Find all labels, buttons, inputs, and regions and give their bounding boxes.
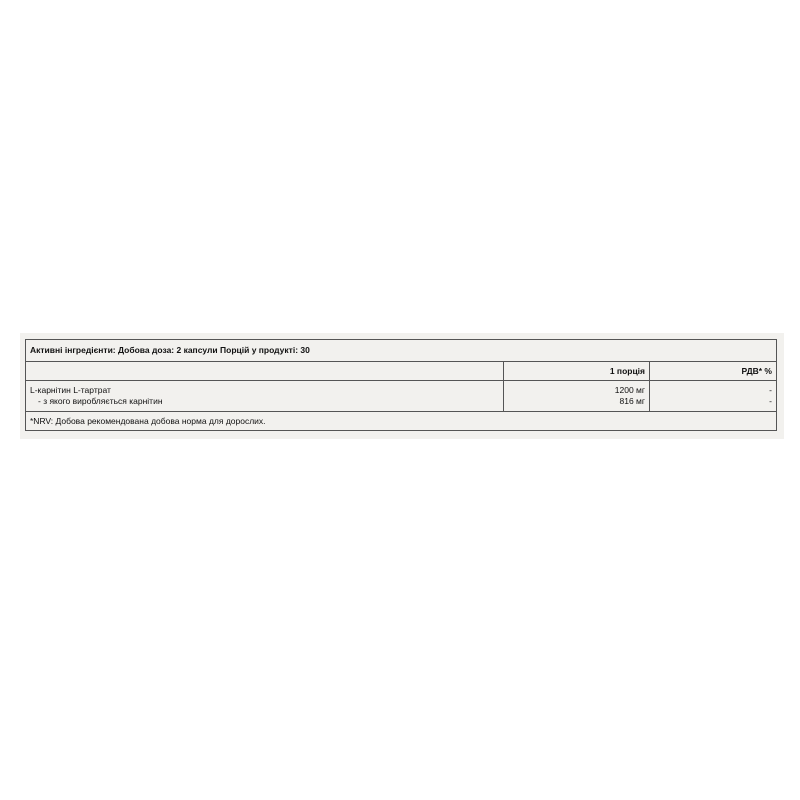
ingredient-name: - з якого виробляється карнітин — [38, 396, 163, 406]
table-row — [26, 381, 777, 412]
footnote: *NRV: Добова рекомендована добова норма для дорослих. — [26, 412, 777, 431]
ingredient-name-cell — [26, 381, 504, 412]
supplement-facts-table — [25, 339, 777, 431]
footnote-row — [26, 412, 777, 431]
portion-cell — [504, 381, 650, 412]
portion-value: 1200 мг — [614, 385, 645, 395]
portion-value: 816 мг — [619, 396, 645, 406]
table-title: Активні інгредієнти: Добова доза: 2 капсули Порцій у продукті: 30 — [26, 340, 777, 362]
rdv-value: - — [769, 385, 772, 395]
supplement-facts-panel — [20, 333, 784, 439]
rdv-value: - — [769, 396, 772, 406]
column-header-portion: 1 порція — [504, 362, 650, 381]
column-header-row — [26, 362, 777, 381]
table-header-row — [26, 340, 777, 362]
column-header-name — [26, 362, 504, 381]
rdv-cell — [650, 381, 777, 412]
column-header-rdv: РДВ* % — [650, 362, 777, 381]
ingredient-name: L-карнітин L-тартрат — [30, 385, 111, 395]
